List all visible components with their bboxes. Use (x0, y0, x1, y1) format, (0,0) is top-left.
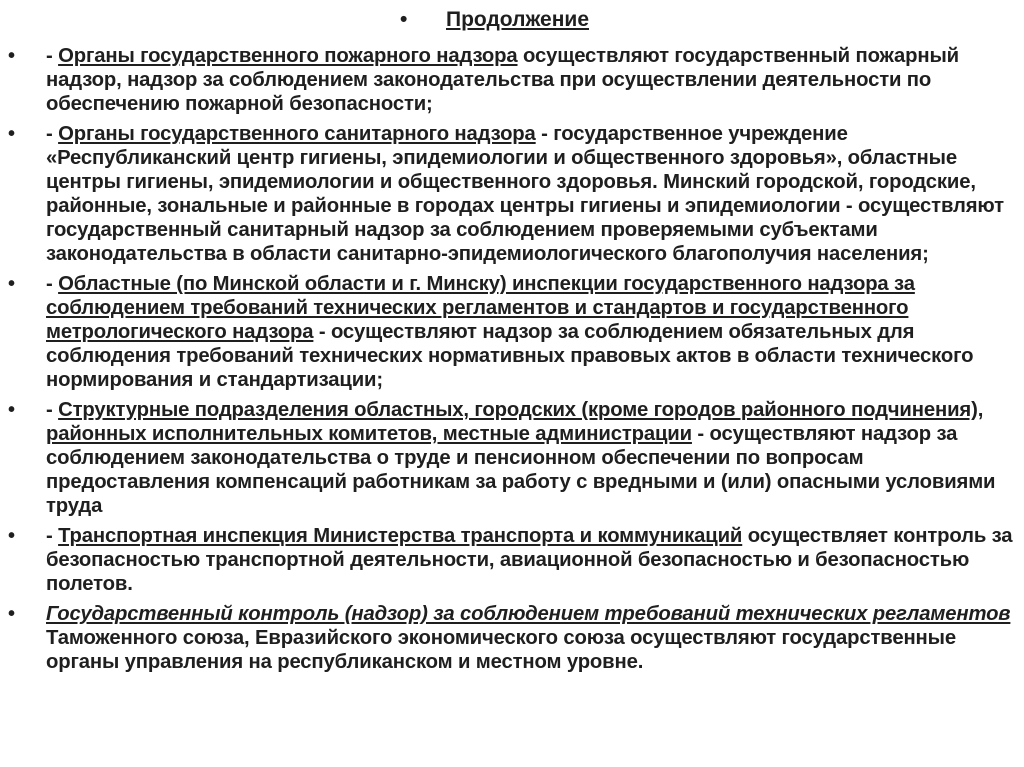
item-body: - осуществляют надзор за соблюдением обязательных для соблюдения требований технических нормативных правовых актов в области технического нормирования и стандартизации; (46, 321, 974, 391)
bullet: • (8, 525, 16, 547)
list-item-fire-supervision (0, 44, 1024, 116)
list-item-text (46, 272, 1016, 392)
item-lead: Государственный контроль (надзор) за соблюдением требований технических регламентов (46, 603, 1011, 625)
item-lead: Структурные подразделения областных, городских (кроме городов районного подчинения), районных исполнительных комитетов, местные администрации (46, 399, 984, 445)
list-item-sanitary-supervision (0, 122, 1024, 266)
item-body: - государственное учреждение «Республиканский центр гигиены, эпидемиологии и общественного здоровья», областные центры гигиены, эпидемиологии и общественного здоровья. Минский городской, городские, районные, зональные и районные в городах центры гигиены и эпидемиологии - осуществляют государственный санитарный надзор за соблюдением проверяемыми субъектами законодательства в области санитарно-эпидемиологического благополучия населения; (46, 123, 1004, 265)
slide-title: Продолжение (446, 8, 590, 31)
item-body: - осуществляют надзор за соблюдением законодательства о труде и пенсионном обеспечении по вопросам предоставления компенсаций работникам за работу с вредными и (или) опасными условиями труда (46, 423, 996, 517)
list-item-text (46, 602, 1016, 674)
bullet-list (0, 44, 1024, 680)
item-prefix: - (46, 399, 59, 421)
item-body: осуществляют государственный пожарный надзор, надзор за соблюдением законодательства при осуществлении деятельности по обеспечению пожарной безопасности; (46, 45, 959, 115)
bullet: • (8, 45, 16, 67)
item-prefix: - (46, 525, 59, 547)
list-item-transport-inspection (0, 524, 1024, 596)
list-item-labor-supervision (0, 398, 1024, 518)
item-body: Таможенного союза, Евразийского экономического союза осуществляют государственные органы управления на республиканском и местном уровне. (46, 627, 956, 673)
list-item-technical-inspections (0, 272, 1024, 392)
list-item-text (46, 524, 1016, 596)
bullet: • (8, 123, 16, 145)
item-lead: Органы государственного пожарного надзора (58, 45, 518, 67)
list-item-text (46, 44, 1016, 116)
item-lead: Областные (по Минской области и г. Минску) инспекции государственного надзора за соблюдением требований технических регламентов и стандартов и государственного метрологического надзора (46, 273, 915, 343)
bullet: • (8, 399, 16, 421)
item-prefix: - (46, 123, 59, 145)
item-prefix: - (46, 273, 59, 295)
list-item-state-control (0, 602, 1024, 674)
bullet: • (8, 603, 16, 625)
list-item-text (46, 398, 1016, 518)
item-prefix: - (46, 45, 59, 67)
item-body: осуществляет контроль за безопасностью транспортной деятельности, авиационной безопасностью и безопасностью полетов. (46, 525, 1013, 595)
item-lead: Органы государственного санитарного надзора (58, 123, 536, 145)
list-item-text (46, 122, 1016, 266)
bullet: • (8, 273, 16, 295)
title-bullet: • (400, 8, 408, 31)
item-lead: Транспортная инспекция Министерства транспорта и коммуникаций (58, 525, 743, 547)
